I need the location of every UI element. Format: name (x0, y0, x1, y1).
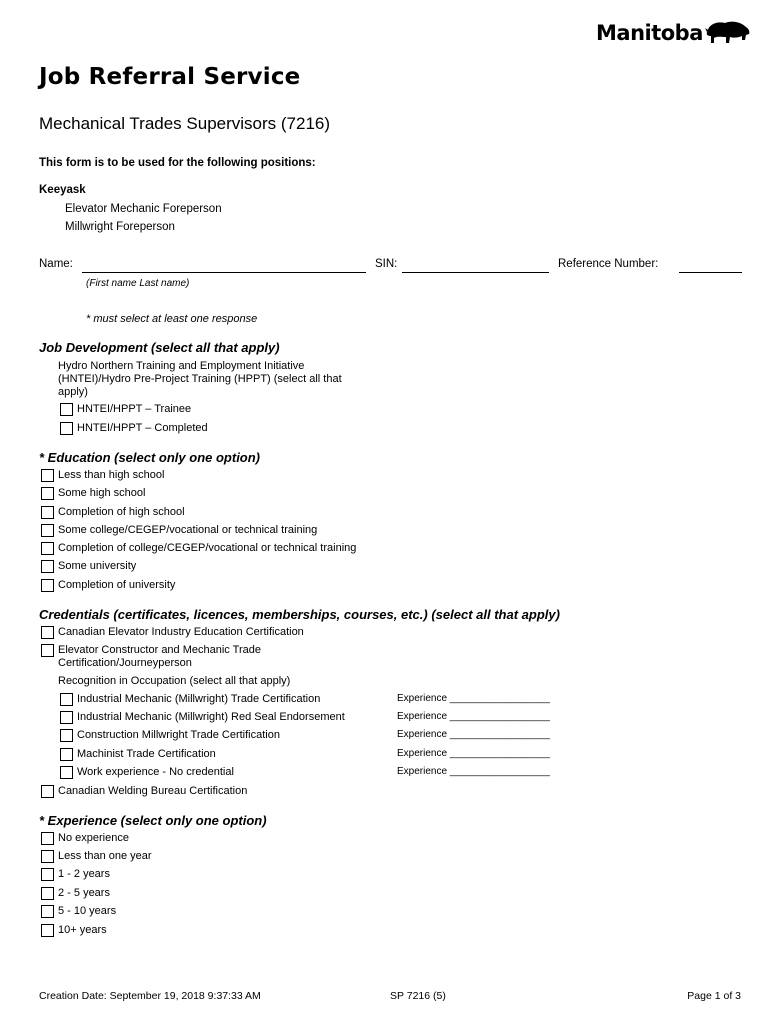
page-subtitle: Mechanical Trades Supervisors (7216) (39, 114, 331, 133)
page-number: Page 1 of 3 (687, 990, 741, 1002)
credential-option: Canadian Elevator Industry Education Certification (58, 626, 304, 638)
job-development-intro: Hydro Northern Training and Employment Initiative (58, 360, 305, 372)
education-option: Some university (58, 560, 137, 572)
education-radio-1[interactable] (41, 487, 54, 500)
education-heading: * Education (select only one option) (39, 450, 261, 465)
sin-label: SIN: (375, 258, 398, 270)
credential-option: Canadian Welding Bureau Certification (58, 785, 248, 797)
recognition-label: Recognition in Occupation (select all that apply) (58, 675, 291, 687)
experience-radio-2[interactable] (41, 868, 54, 881)
job-development-intro: (HNTEI)/Hydro Pre-Project Training (HPPT) (select all that (58, 373, 342, 385)
intro-text: This form is to be used for the following positions: (39, 157, 316, 169)
education-radio-3[interactable] (41, 524, 54, 537)
reference-label: Reference Number: (558, 258, 659, 270)
checkbox-recognition-4[interactable] (60, 766, 73, 779)
checkbox-hntei-completed[interactable] (60, 422, 73, 435)
checkbox-elevator-industry-cert[interactable] (41, 626, 54, 639)
reference-field[interactable] (679, 272, 742, 273)
page-title: Job Referral Service (39, 64, 301, 90)
recognition-option: Industrial Mechanic (Millwright) Trade Certification (77, 693, 321, 705)
checkbox-recognition-1[interactable] (60, 711, 73, 724)
education-radio-0[interactable] (41, 469, 54, 482)
job-development-heading: Job Development (select all that apply) (39, 340, 280, 355)
education-radio-4[interactable] (41, 542, 54, 555)
experience-radio-3[interactable] (41, 887, 54, 900)
required-note: * must select at least one response (86, 313, 258, 325)
recognition-option: Work experience - No credential (77, 766, 234, 778)
experience-radio-1[interactable] (41, 850, 54, 863)
project-name: Keeyask (39, 184, 86, 196)
recognition-option: Construction Millwright Trade Certification (77, 729, 280, 741)
experience-option: 10+ years (58, 924, 107, 936)
recognition-option: Machinist Trade Certification (77, 748, 216, 760)
experience-field[interactable]: Experience __________________ (397, 766, 550, 777)
option-label: HNTEI/HPPT – Completed (77, 422, 208, 434)
position-item: Elevator Mechanic Foreperson (65, 203, 222, 215)
form-id: SP 7216 (5) (390, 990, 446, 1002)
experience-heading: * Experience (select only one option) (39, 813, 267, 828)
credential-option: Certification/Journeyperson (58, 657, 192, 669)
experience-field[interactable]: Experience __________________ (397, 711, 550, 722)
creation-date: Creation Date: September 19, 2018 9:37:33 AM (39, 990, 261, 1002)
checkbox-recognition-3[interactable] (60, 748, 73, 761)
manitoba-logo (596, 18, 751, 48)
education-option: Less than high school (58, 469, 165, 481)
experience-option: No experience (58, 832, 129, 844)
checkbox-recognition-2[interactable] (60, 729, 73, 742)
checkbox-hntei-trainee[interactable] (60, 403, 73, 416)
name-label: Name: (39, 258, 73, 270)
experience-radio-0[interactable] (41, 832, 54, 845)
name-hint: (First name Last name) (86, 278, 190, 289)
recognition-option: Industrial Mechanic (Millwright) Red Seal Endorsement (77, 711, 345, 723)
position-item: Millwright Foreperson (65, 221, 175, 233)
option-label: HNTEI/HPPT – Trainee (77, 403, 192, 415)
job-development-intro: apply) (58, 386, 88, 398)
sin-field[interactable] (402, 272, 549, 273)
education-radio-5[interactable] (41, 560, 54, 573)
bison-icon (705, 18, 751, 48)
experience-option: 1 - 2 years (58, 868, 110, 880)
experience-field[interactable]: Experience __________________ (397, 748, 550, 759)
education-radio-6[interactable] (41, 579, 54, 592)
name-field[interactable] (82, 272, 366, 273)
education-option: Completion of college/CEGEP/vocational or technical training (58, 542, 357, 554)
education-radio-2[interactable] (41, 506, 54, 519)
checkbox-recognition-0[interactable] (60, 693, 73, 706)
experience-radio-4[interactable] (41, 905, 54, 918)
education-option: Some high school (58, 487, 146, 499)
education-option: Completion of high school (58, 506, 185, 518)
logo-text: Manitoba (596, 21, 703, 45)
experience-option: Less than one year (58, 850, 152, 862)
experience-field[interactable]: Experience __________________ (397, 729, 550, 740)
education-option: Completion of university (58, 579, 176, 591)
experience-field[interactable]: Experience __________________ (397, 693, 550, 704)
experience-option: 5 - 10 years (58, 905, 117, 917)
checkbox-welding-bureau-cert[interactable] (41, 785, 54, 798)
education-option: Some college/CEGEP/vocational or technical training (58, 524, 318, 536)
experience-radio-5[interactable] (41, 924, 54, 937)
checkbox-elevator-constructor-cert[interactable] (41, 644, 54, 657)
credentials-heading: Credentials (certificates, licences, memberships, courses, etc.) (select all that apply) (39, 607, 560, 622)
credential-option: Elevator Constructor and Mechanic Trade (58, 644, 261, 656)
experience-option: 2 - 5 years (58, 887, 110, 899)
